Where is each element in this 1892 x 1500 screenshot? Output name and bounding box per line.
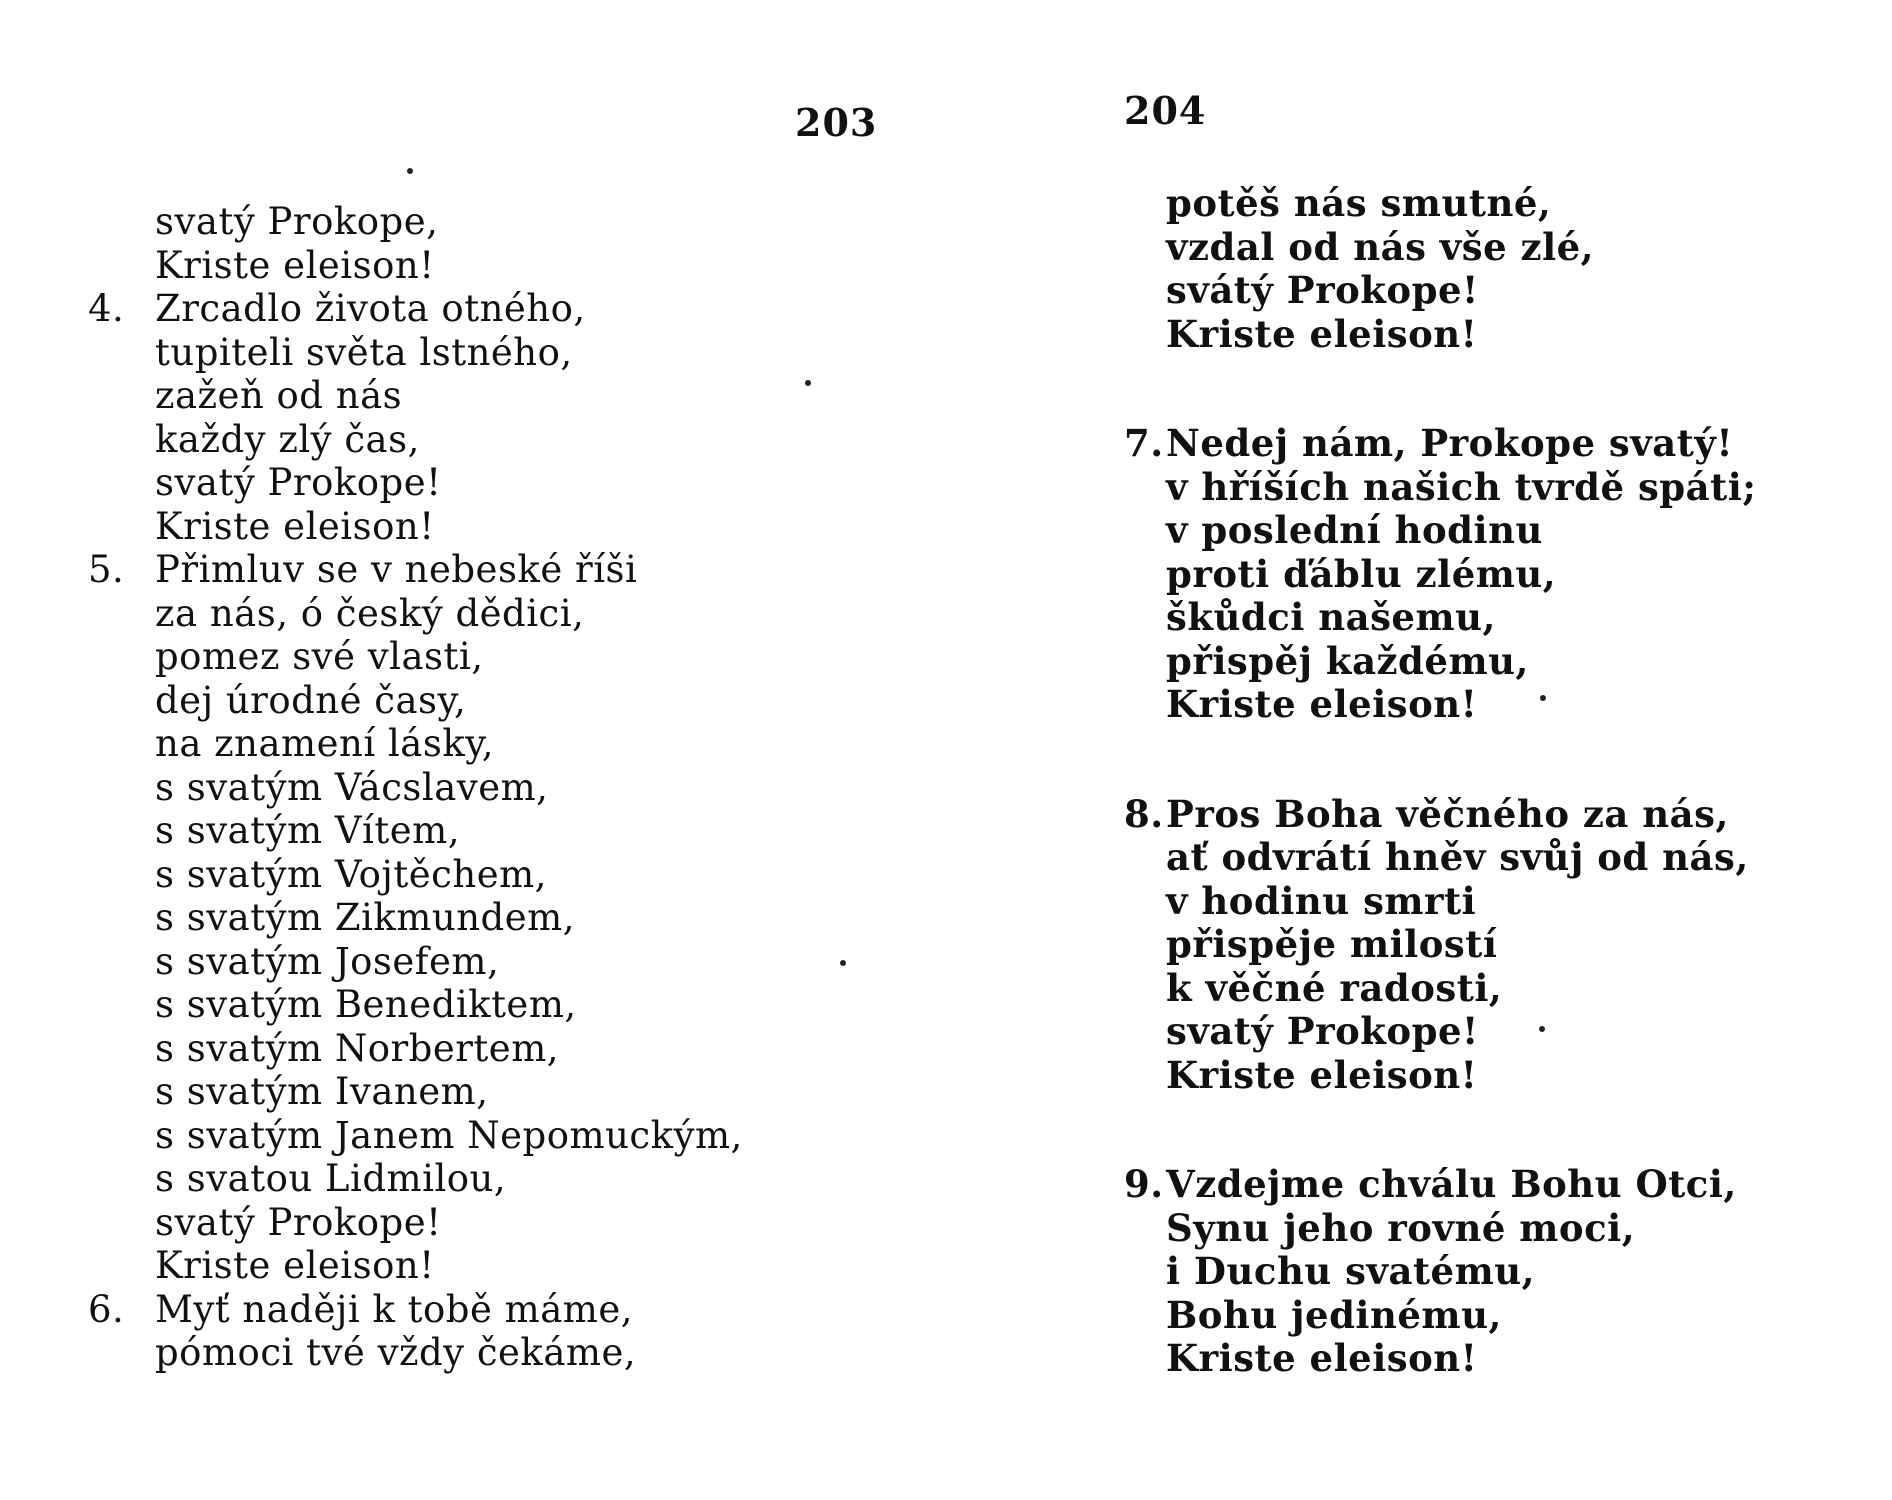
- verse-text: v poslední hodinu: [1166, 508, 1543, 552]
- stanza: [88, 548, 743, 1288]
- verse-text: škůdci našemu,: [1166, 595, 1496, 639]
- verse-text: Kriste eleison!: [1166, 1336, 1478, 1380]
- verse-text: Kriste eleison!: [1166, 311, 1478, 356]
- stanza: [1124, 422, 1756, 727]
- verse-line: [88, 766, 743, 810]
- verse-line: [1124, 226, 1756, 270]
- verse-line: [1124, 1250, 1756, 1294]
- verse-text: s svatým Benediktem,: [155, 983, 577, 1026]
- verse-text: Zrcadlo života otného,: [155, 287, 586, 330]
- verse-text: přispěje milostí: [1166, 922, 1498, 966]
- verse-line: [88, 983, 743, 1027]
- verse-line: [1124, 509, 1756, 553]
- verse-text: s svatým Josefem,: [155, 939, 500, 983]
- verse-line: [88, 331, 743, 375]
- page-number: 204: [1124, 88, 1207, 133]
- verse-line: [88, 1027, 743, 1071]
- stanza: [1124, 182, 1756, 356]
- verse-text: v hodinu smrti: [1166, 878, 1477, 923]
- verse-text: s svatou Lidmilou,: [155, 1157, 507, 1200]
- verse-text: s svatým Zikmundem,: [155, 896, 575, 939]
- verse-line: [88, 1288, 743, 1332]
- verse-text: svatý Prokope!: [155, 461, 442, 504]
- verse-text: za nás, ó český dědici,: [155, 591, 585, 635]
- verse-line: [88, 940, 743, 984]
- verse-line: [88, 809, 743, 853]
- verse-line: [88, 635, 743, 679]
- verse-line: [88, 853, 743, 897]
- stanza: [1124, 1163, 1756, 1381]
- verse-line: [1124, 1294, 1756, 1338]
- verse-line: [1124, 923, 1756, 967]
- verse-text: s svatým Vojtěchem,: [155, 852, 547, 896]
- verse-text: i Duchu svatému,: [1166, 1249, 1536, 1293]
- stanza: [88, 287, 743, 548]
- verse-text: s svatým Vácslavem,: [155, 765, 549, 809]
- verse-line: [88, 1331, 743, 1375]
- verse-text: každy zlý čas,: [155, 417, 420, 461]
- verse-line: [1124, 1207, 1756, 1251]
- verse-text: ať odvrátí hněv svůj od nás,: [1166, 835, 1749, 879]
- verse-line: [88, 1114, 743, 1158]
- verse-text: Nedej nám, Prokope svatý!: [1166, 421, 1734, 465]
- verse-text: na znamení lásky,: [155, 722, 494, 765]
- verse-line: [1124, 182, 1756, 226]
- verse-line: [88, 374, 743, 418]
- verse-line: [88, 548, 743, 592]
- verse-text: Kriste eleison!: [155, 243, 435, 287]
- verse-text: proti ďáblu zlému,: [1166, 551, 1557, 596]
- verse-line: [1124, 640, 1756, 684]
- hymn-text: [1124, 182, 1756, 1447]
- verse-line: [1124, 596, 1756, 640]
- verse-text: svatý Prokope!: [155, 1200, 442, 1244]
- verse-line: [88, 896, 743, 940]
- verse-line: [88, 1201, 743, 1245]
- verse-text: Pros Boha věčného za nás,: [1166, 791, 1729, 836]
- verse-line: [88, 244, 743, 288]
- stanza: [88, 200, 743, 287]
- stanza-number: 9.: [1124, 1162, 1164, 1206]
- verse-line: [1124, 269, 1756, 313]
- verse-text: svátý Prokope!: [1166, 268, 1479, 312]
- verse-text: k věčné radosti,: [1166, 965, 1503, 1010]
- stanza: [1124, 793, 1756, 1098]
- verse-line: [1124, 1337, 1756, 1381]
- verse-text: s svatým Vítem,: [155, 809, 460, 852]
- verse-text: Kriste eleison!: [1166, 682, 1478, 726]
- print-speck: [407, 168, 413, 174]
- verse-text: svatý Prokope,: [155, 200, 439, 243]
- verse-line: [88, 592, 743, 636]
- verse-line: [88, 1070, 743, 1114]
- verse-line: [1124, 313, 1756, 357]
- verse-line: [88, 679, 743, 723]
- stanza-number: 5.: [88, 548, 125, 591]
- verse-line: [1124, 466, 1756, 510]
- verse-text: Bohu jedinému,: [1166, 1292, 1502, 1337]
- verse-text: Kriste eleison!: [1166, 1052, 1478, 1097]
- verse-text: Přimluv se v nebeské říši: [155, 548, 638, 591]
- right-page: [946, 0, 1892, 1500]
- stanza: [88, 1288, 743, 1375]
- verse-line: [1124, 683, 1756, 727]
- verse-text: pómoci tvé vždy čekáme,: [155, 1331, 637, 1374]
- verse-text: Synu jeho rovné moci,: [1166, 1205, 1636, 1250]
- stanza-number: 4.: [88, 287, 125, 330]
- verse-text: zažeň od nás: [155, 374, 403, 417]
- verse-line: [1124, 793, 1756, 837]
- verse-line: [1124, 1054, 1756, 1098]
- stanza-number: 6.: [88, 1287, 125, 1331]
- verse-line: [88, 1244, 743, 1288]
- verse-text: tupiteli světa lstného,: [155, 330, 573, 374]
- verse-text: Myť naději k tobě máme,: [155, 1287, 634, 1331]
- verse-text: dej úrodné časy,: [155, 678, 467, 722]
- verse-line: [88, 461, 743, 505]
- verse-text: Kriste eleison!: [155, 504, 435, 548]
- verse-line: [1124, 422, 1756, 466]
- verse-line: [88, 287, 743, 331]
- print-speck: [840, 960, 846, 966]
- verse-line: [1124, 1010, 1756, 1054]
- verse-text: s svatým Norbertem,: [155, 1026, 560, 1070]
- verse-line: [88, 418, 743, 462]
- verse-line: [1124, 836, 1756, 880]
- verse-text: vzdal od nás vše zlé,: [1166, 224, 1595, 269]
- verse-line: [88, 200, 743, 244]
- verse-line: [88, 505, 743, 549]
- print-speck: [1540, 695, 1546, 701]
- verse-line: [1124, 880, 1756, 924]
- verse-line: [1124, 1163, 1756, 1207]
- verse-text: svatý Prokope!: [1166, 1009, 1479, 1053]
- verse-text: potěš nás smutné,: [1166, 181, 1552, 225]
- verse-text: s svatým Ivanem,: [155, 1070, 489, 1113]
- stanza-number: 7.: [1124, 421, 1164, 465]
- verse-text: Vzdejme chválu Bohu Otci,: [1166, 1162, 1737, 1206]
- verse-text: pomez své vlasti,: [155, 635, 484, 678]
- verse-text: přispěj každému,: [1166, 638, 1529, 683]
- verse-line: [88, 1157, 743, 1201]
- verse-text: s svatým Janem Nepomuckým,: [155, 1113, 743, 1157]
- verse-text: v hříších našich tvrdě spáti;: [1166, 464, 1757, 509]
- hymn-text: [88, 200, 743, 1375]
- verse-text: Kriste eleison!: [155, 1244, 435, 1287]
- stanza-number: 8.: [1124, 791, 1164, 836]
- verse-line: [1124, 553, 1756, 597]
- verse-line: [1124, 967, 1756, 1011]
- print-speck: [805, 380, 811, 386]
- verse-line: [88, 722, 743, 766]
- page-number: 203: [795, 100, 878, 145]
- print-speck: [1539, 1026, 1545, 1032]
